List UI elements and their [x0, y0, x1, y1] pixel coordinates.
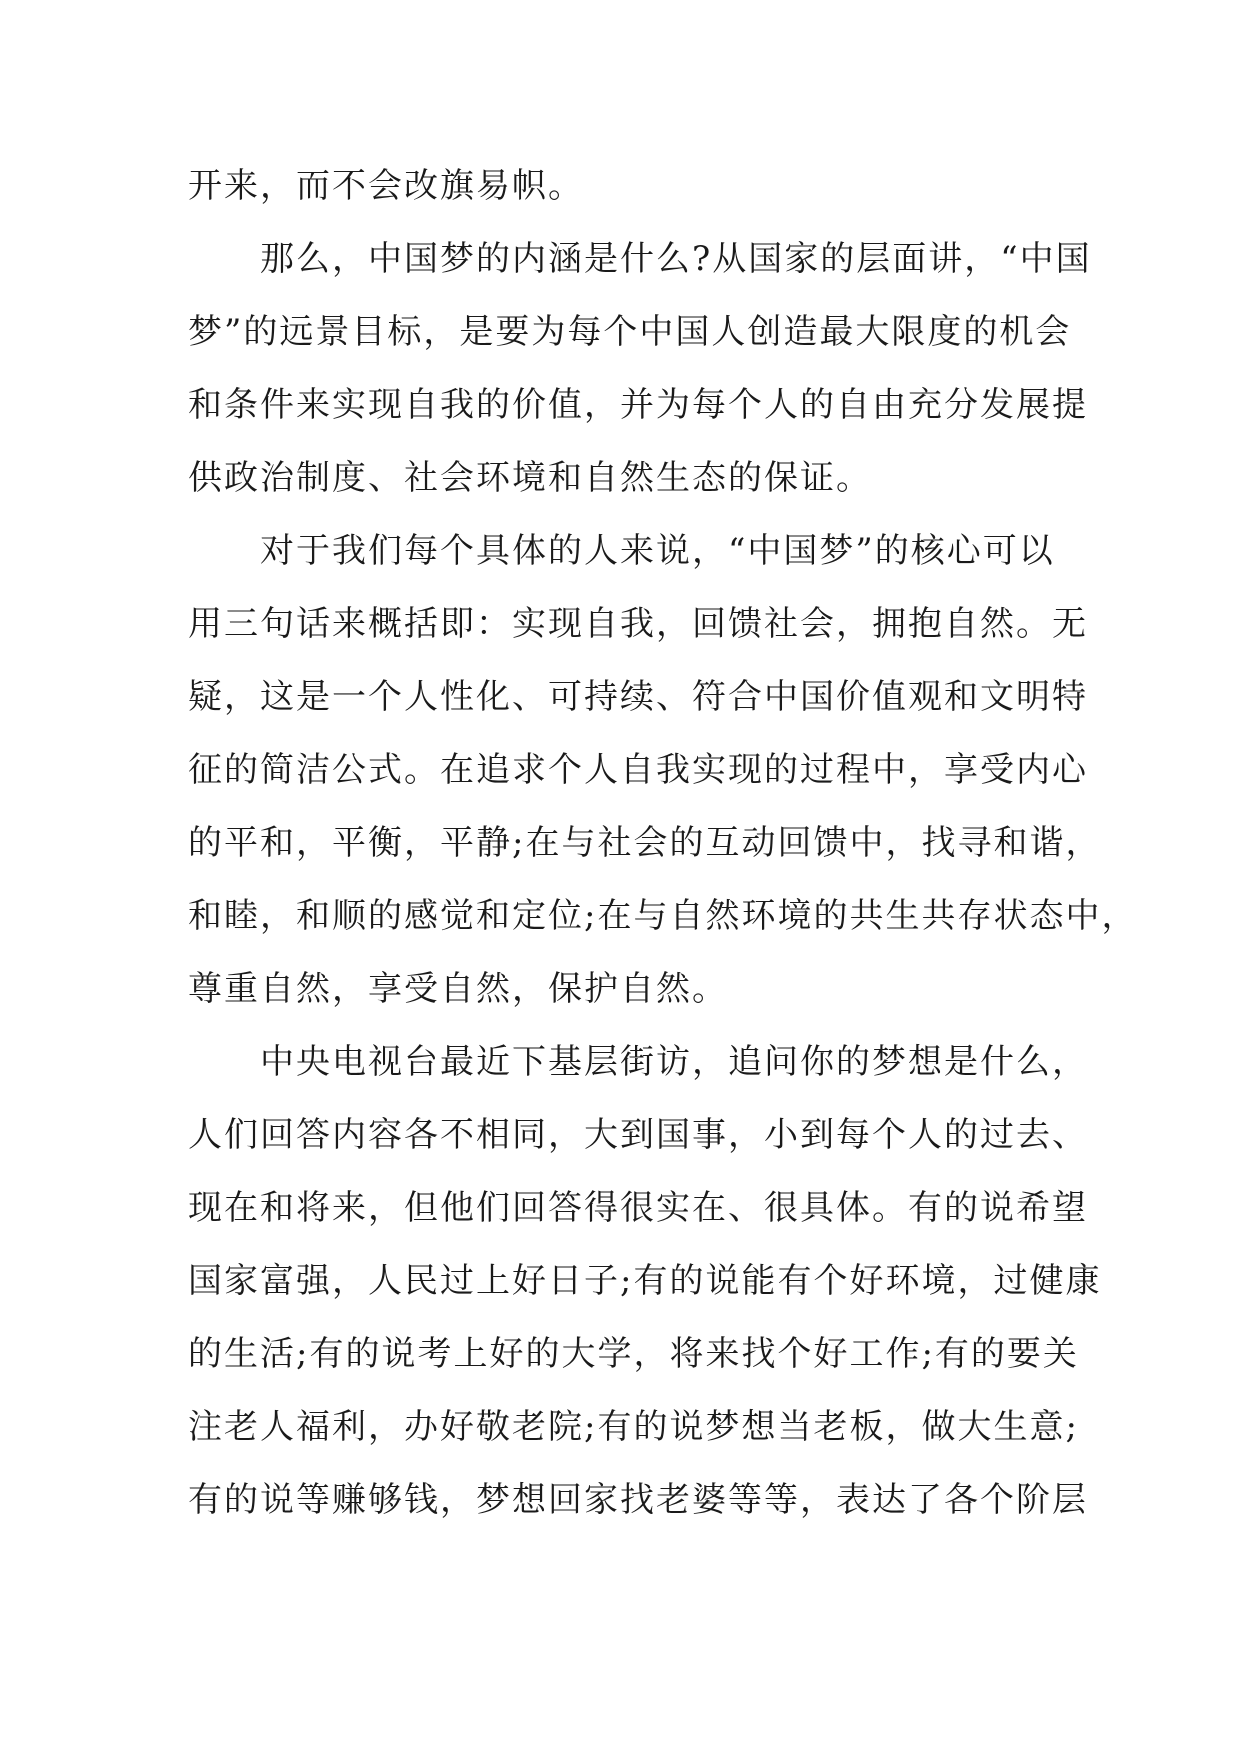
text-line: 的平和，平衡，平静;在与社会的互动回馈中，找寻和谐，	[188, 823, 1102, 863]
text-line: 开来，而不会改旗易帜。	[188, 166, 584, 206]
text-line: 人们回答内容各不相同，大到国事，小到每个人的过去、	[188, 1115, 1088, 1155]
text-line: 那么，中国梦的内涵是什么?从国家的层面讲，“中国	[260, 239, 1092, 279]
text-line: 的生活;有的说考上好的大学，将来找个好工作;有的要关	[188, 1334, 1079, 1374]
text-line: 和睦，和顺的感觉和定位;在与自然环境的共生共存状态中，	[188, 896, 1138, 936]
text-line: 供政治制度、社会环境和自然生态的保证。	[188, 458, 872, 498]
text-line: 中央电视台最近下基层街访，追问你的梦想是什么，	[260, 1042, 1088, 1082]
text-line: 疑，这是一个人性化、可持续、符合中国价值观和文明特	[188, 677, 1088, 717]
text-line: 和条件来实现自我的价值，并为每个人的自由充分发展提	[188, 385, 1088, 425]
text-line: 国家富强，人民过上好日子;有的说能有个好环境，过健康	[188, 1261, 1102, 1301]
body-text	[188, 150, 1138, 1537]
text-line: 有的说等赚够钱，梦想回家找老婆等等，表达了各个阶层	[188, 1480, 1088, 1520]
paragraph	[188, 150, 1064, 223]
paragraph	[188, 223, 1092, 515]
text-line: 注老人福利，办好敬老院;有的说梦想当老板，做大生意;	[188, 1407, 1079, 1447]
text-line: 尊重自然，享受自然，保护自然。	[188, 969, 728, 1009]
paragraph	[188, 1026, 1102, 1537]
text-line: 征的简洁公式。在追求个人自我实现的过程中，享受内心	[188, 750, 1088, 790]
paragraph	[188, 515, 1138, 1026]
text-line: 对于我们每个具体的人来说，“中国梦”的核心可以	[260, 531, 1055, 571]
text-line: 用三句话来概括即：实现自我，回馈社会，拥抱自然。无	[188, 604, 1088, 644]
text-line: 梦”的远景目标，是要为每个中国人创造最大限度的机会	[188, 312, 1072, 352]
text-line: 现在和将来，但他们回答得很实在、很具体。有的说希望	[188, 1188, 1088, 1228]
